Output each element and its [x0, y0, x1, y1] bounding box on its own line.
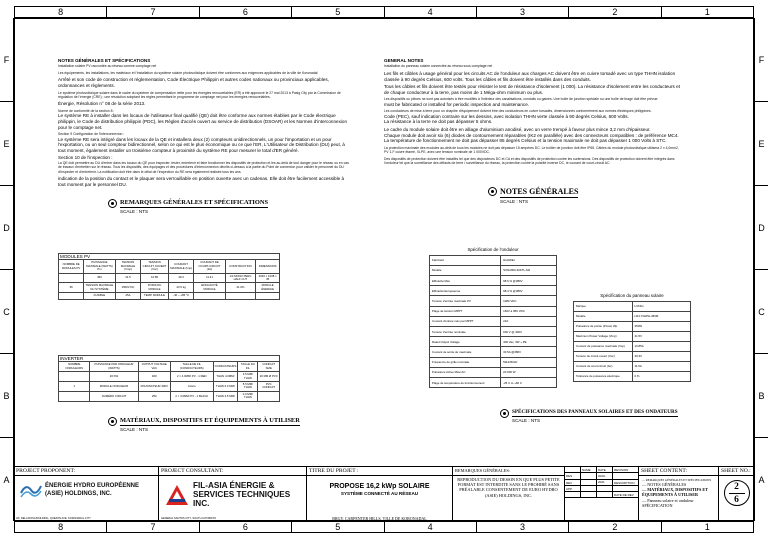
title-notes: [488, 187, 578, 204]
table-row: [59, 382, 280, 392]
pv-table-caption: MODULES PV: [59, 254, 280, 260]
spec-value: LR4-72HPH-450M: [632, 311, 691, 321]
table-header: TENSION CIRCUIT OUVERT (Voc): [142, 260, 167, 272]
project-title: PROPOSE 16,2 kWp SOLAIRE: [329, 483, 430, 490]
table-cell: 250: [138, 391, 170, 401]
project-title-cell: [307, 467, 453, 521]
notes-en-para: Les dispositifs ou pièces ne sont pas autorisés à être modifiés à l'intérieur des canalisations, conduits ou gaines. Une boîte de jonction spéciale ou une boîte de tirage doit être prévue.: [384, 97, 659, 102]
table-row: [574, 341, 691, 351]
proponent-label: PROJECT PROPONENT:: [14, 467, 158, 476]
rev-header: NAME: [581, 467, 597, 473]
sheet-content-cell: [639, 467, 719, 521]
spec-value: 600 V @ 400V: [501, 327, 557, 337]
zone-rows-left: [0, 18, 14, 521]
title-bullet-icon: [488, 187, 497, 196]
zone-row: E: [0, 102, 13, 186]
table-header: TAILLE DE FIL (CONDUCTEURS): [170, 362, 213, 372]
table-cell: 400: [138, 372, 170, 382]
zone-col: 7: [107, 7, 199, 17]
spec-key: Rated Output Voltage: [430, 337, 501, 347]
spec-key: Puissance Active Maxi AC: [430, 367, 501, 377]
notes-fr-para: Le système RE sera intégré dans les locaux de la QE et installera deux (2) compteurs unidirectionnels, un pour l'importation et un pour l'exportation, ou un seul compteur bidirectionnel, selon ce qui est le plus économique ou ce que l'ER, L'Utilisateur de Distribution (DU) peut, à tout moment, également installer un troisième compteur à proximité du système RE pour mesurer le total d'ER généré.: [58, 136, 345, 153]
table-row: [59, 391, 280, 401]
zone-row: F: [755, 18, 768, 102]
table-row: [574, 331, 691, 341]
spec-key: Efficacité Européenne: [430, 286, 501, 296]
content-line: — Panneau solaire et onduleur SPÉCIFICATION: [642, 497, 694, 508]
table-cell: 36: [59, 283, 84, 293]
table-row: [430, 327, 557, 337]
table-header: CONSTRUCTION: [225, 260, 256, 273]
fil-asia-logo-icon: [165, 484, 189, 506]
table-cell: 41.5: [115, 273, 141, 283]
spec-key: Courant de sortie de maximale: [430, 347, 501, 357]
remarks-label: REMARQUES GÉNÉRALES:: [453, 467, 564, 476]
table-cell: 21.0%: [225, 283, 256, 293]
spec-key: Modèle: [430, 265, 501, 275]
inv-table-caption: INVERTER: [59, 356, 280, 362]
consultant-label: PROJECT CONSULTANT:: [159, 467, 306, 476]
onduleur-spec-table: [429, 245, 557, 388]
zone-row: B: [0, 354, 13, 438]
notes-en-block: [384, 58, 684, 167]
table-cell: 1: [59, 382, 90, 392]
sheet-number-cell: [719, 467, 754, 521]
content-line: — NOTES GÉNÉRALES: [642, 482, 687, 487]
table-row: [59, 283, 280, 293]
spec-key: Courant de court-circuit (Isc): [574, 361, 633, 371]
zone-col: 8: [15, 522, 107, 532]
title-text: REMARQUES GÉNÉRALES ET SPÉCIFICATIONS: [120, 199, 269, 206]
table-header: TAILLE DU FIL: [238, 362, 258, 372]
table-row: [430, 265, 557, 275]
table-cell: TENSION MAXIMALE DU SYSTÈME: [85, 283, 114, 291]
zone-col: 6: [200, 522, 292, 532]
table-cell: 3.5 MM² THHN: [238, 372, 258, 382]
sheet-total: 6: [734, 494, 739, 505]
table-cell: 1500V DC: [115, 283, 141, 293]
table-cell: 20 KW: [90, 372, 138, 382]
zone-col: 7: [107, 522, 199, 532]
notes-fr-para: La QE doit permettre au DU d'entrer dans les locaux du QE pour inspecter, tester, entretenir et faire fonctionner les dispositifs de protection et les au-delà de tout danger pour le réseau ou en cas de travaux d'entretien sur le réseau. Tous les dispositifs, des équipages et des procédures d'interconnexion décrits ci-dessus à la partie du Point de connexion pour valider le personnel du DU d'inspecter et d'entretenir. La notification doit être dans le délai de l'inspection du RE sera également réalisée tous les ans.: [58, 160, 349, 174]
notes-fr-block: [58, 58, 350, 189]
remarks-text: REPRODUCTION DU DESSIN EN QUE PLUS PETITE FORMAT EST INTERDITE SANS LE PROHIBÉ SANS PRÉALABLE CONSENTEMENT DE EURO HYDRO (ASIE) HOLDINGS, INC.: [457, 477, 560, 498]
table-cell: DISJONCTEUR 400V: [138, 382, 170, 392]
rev-desc-label: DESCRIPTION: [613, 480, 639, 486]
spec-value: 20 000 W: [501, 367, 557, 377]
table-cell: FUSIBLE: [84, 293, 115, 299]
panneau-spec-table: [573, 291, 691, 382]
table-row: [574, 351, 691, 361]
zone-row: B: [755, 354, 768, 438]
consultant-name: FIL-ASIA ÉNERGIE & SERVICES TECHNIQUES INC.: [193, 481, 291, 508]
spec-key: Efficacité Max: [430, 276, 501, 286]
title-bullet-icon: [108, 199, 117, 208]
rev-date: 2020-2021: [597, 473, 613, 479]
spec-key: Plage de tension MPPT: [430, 306, 501, 316]
notes-en-heading: GENERAL NOTES: [384, 58, 424, 63]
zone-col: 4: [385, 522, 477, 532]
sheet-number: 2: [734, 481, 739, 492]
spec-key: Tension d'entrée nominale: [430, 327, 501, 337]
spec-value: 98.4 % @380V: [501, 286, 557, 296]
table-row: [430, 347, 557, 357]
table-row: [59, 293, 280, 299]
zone-col: 8: [15, 7, 107, 17]
spec-value: 98.6 % @380V: [501, 276, 557, 286]
notes-en-para: Le cadre du module solaire doit être en alliage d'aluminium anodisé, avec un verre trempé à faveur plus mince 3,2 mm d'épaisseur.: [384, 126, 651, 132]
notes-en-para: Les fils et câbles à usage général pour les circuits AC de l'onduleur aux charges AC doivent être en cuivre torsadé avec un type THHN isolation classée à 90 degrés Celsius, 600 volts. Tous les câbles et fils doivent être installés dans des conduits.: [384, 71, 676, 82]
panneau-caption: Spécification du panneau solaire: [600, 292, 664, 298]
spec-value: 49.3V: [632, 351, 691, 361]
zone-columns-top: [14, 6, 754, 18]
zone-row: C: [0, 270, 13, 354]
table-cell: 10.85: [141, 273, 168, 283]
rev-header: REVISION: [613, 467, 639, 473]
remarks-cell: [453, 467, 565, 521]
notes-fr-para: Le système photovoltaïque solaire dans le cadre du système de compensation nette pour les énergies renouvelables (ER) a été approuvé le 27 mai 2013 à Pasig City par la Commission de régulation de l'énergie (CRE) ; une résolution adoptant les règles permettant le programme de comptage net pour les énergies renouvelables.: [58, 90, 341, 99]
notes-en-para: La température de fonctionnement ne doit pas dépasser 85 degrés Celsius et la tension maximale ne doit pas dépasser 1 000 Volts à STC.: [384, 138, 667, 144]
notes-fr-para: indication de la position du contact et le plaquer sera verrouillable en position ouverte avec un cadenas. Elle doit être facilement accessible à tout moment par le personnel DU.: [58, 176, 345, 187]
table-row: [430, 377, 557, 387]
spec-value: LONGi: [632, 301, 691, 311]
zone-row: A: [3, 474, 10, 485]
title-text: SPÉCIFICATIONS DES PANNEAUX SOLAIRES ET DES ONDATEURS: [512, 409, 678, 415]
notes-fr-para: Norme de conformité de la section 8 :: [58, 109, 115, 113]
project-subtitle: SYSTÈME CONNECTÉ AU RÉSEAU: [340, 491, 419, 496]
table-cell: 2.0 MM² THHN: [238, 391, 258, 401]
spec-key: Marque: [574, 301, 633, 311]
title-bullet-icon: [500, 409, 509, 418]
notes-fr-para: Le système RE à installer dans les locaux de l'utilisateur final qualifié (QE) doit être conforme aux normes établies par le Code électrique philippin, le Code de distribution philippin (PDC), les Règles d'accès ouvert au service de distribution (DSOAR) et les Normes d'interconnexion pour le comptage net.: [58, 113, 348, 130]
title-remarques: [108, 199, 268, 214]
spec-value: 1080 VDC: [501, 296, 557, 306]
spec-value: 10.85A: [632, 341, 691, 351]
table-cell: 49.3: [168, 273, 194, 283]
notes-fr-para: Énergie, Résolution n° 08 de la série 2013.: [58, 101, 146, 107]
table-header: CONDUCTEURS: [213, 362, 238, 372]
title-scale: SCALE : NTS: [500, 199, 529, 204]
notes-en-para: Code (PEC), sauf indication contraire sur les dessins, avec isolation THHN verte classée à 90 degrés Celsius, 600 Volts.: [384, 113, 629, 119]
table-header: PUISSANCE PAR ONDULEUR (WATTS): [90, 362, 138, 372]
zone-rows-right: [754, 18, 768, 521]
title-specs: [500, 409, 678, 423]
table-row: [574, 301, 691, 311]
spec-value: 41.5V: [632, 331, 691, 341]
table-row: [574, 361, 691, 371]
zone-col: 6: [200, 7, 292, 17]
table-cell: 11.41: [194, 273, 225, 283]
notes-fr-para: Les équipements, les installations, les matériaux et l'installation du système solaire photovoltaïque doivent être conformes aux exigences applicables de la ville de Koronadal.: [58, 71, 319, 75]
notes-en-para: Des dispositifs de protection doivent être installés tel que des disjoncteurs DC et CA et des dispositifs de protection contre les surtensions. Des dispositifs de protection doivent être intégrés dans l'onduleur tel que la surveillance des défauts de terre / surveillance du réseau, la protection contre la polarité inverse DC, le courant de court-circuit AC.: [384, 156, 675, 165]
table-header: DIMENSIONS: [256, 260, 280, 273]
notes-en-para: La résistance à la terre ne doit pas dépasser 5 ohms.: [384, 119, 493, 125]
table-row: [430, 276, 557, 286]
spec-value: 0 %: [632, 371, 691, 381]
table-cell: [59, 391, 90, 401]
spec-key: Maximum Power Voltage (Vmp): [574, 331, 633, 341]
table-cell: 5.5 MM² THHN: [238, 382, 258, 392]
zone-col: 5: [292, 7, 384, 17]
pv-modules-table: [58, 253, 280, 300]
spec-key: Tension de circuit ouvert (Voc): [574, 351, 633, 361]
zone-row: A: [758, 474, 765, 485]
zone-col: 3: [477, 522, 569, 532]
zone-col: 5: [292, 522, 384, 532]
table-row: [430, 306, 557, 316]
table-cell: 450: [84, 273, 115, 283]
hydro-logo-icon: [20, 481, 42, 499]
spec-key: Plage de température de fonctionnement: [430, 377, 501, 387]
table-row: [430, 367, 557, 377]
spec-value: 450W: [632, 321, 691, 331]
zone-row: F: [0, 18, 13, 102]
table-row: [574, 321, 691, 331]
consultant-address: GENERAL SANTOS CITY, SOUTH COTABATO: [161, 517, 217, 520]
zone-col: 2: [569, 7, 661, 17]
spec-value: 400 Vac, 3W + PE: [501, 337, 557, 347]
notes-fr-para: Arrêté et son code de construction et réglementation, Code Électrique Philippin et autres codes nationaux ou provinciaux applicables, ordonnances et règlements.: [58, 77, 329, 88]
table-cell: 1/4 MONO PERC HALF CUT: [225, 273, 256, 283]
notes-fr-heading: NOTES GÉNÉRALES ET SPÉCIFICATIONS: [58, 58, 151, 63]
table-header: PUISSANCE MAXIMALE (WATTS) Pm: [84, 260, 115, 273]
table-cell: [258, 391, 280, 401]
table-cell: [59, 293, 84, 299]
title-text: NOTES GÉNÉRALES: [500, 187, 579, 196]
table-cell: [59, 372, 90, 382]
content-line: — MATÉRIAUX, DISPOSITIFS ET ÉQUIPEMENTS À UTILISER: [642, 487, 708, 498]
table-row: [430, 255, 557, 265]
table-cell: -40 ~ +85 °C: [168, 293, 194, 299]
title-scale: SCALE : NTS: [120, 209, 149, 214]
table-row: [574, 371, 691, 381]
table-row: [430, 296, 557, 306]
title-scale: SCALE : NTS: [512, 418, 541, 423]
notes-fr-para: Section 9 Configuration de l'interconnexion :: [58, 132, 125, 137]
table-cell: MODULE ÉNERGIE: [256, 283, 280, 293]
table-cell: [59, 273, 84, 283]
notes-en-subheading: Installation du panneau solaire connectée au réseau sous comptage net: [384, 63, 493, 68]
spec-value: -25 C to +60 C: [501, 377, 557, 387]
notes-en-para: must be fabricated or installed for periodic inspection and maintenance.: [384, 101, 530, 107]
table-cell: 2 × 4.0MM² PV - 1 BLACK: [170, 391, 213, 401]
zone-row: E: [755, 102, 768, 186]
spec-value: 22A: [501, 316, 557, 326]
rev-row-label: DES: [565, 473, 581, 479]
table-cell: PVC CONDUIT: [258, 382, 280, 392]
table-header: COURANT MAXIMALE (Imp): [168, 260, 194, 273]
sheet-number-label: SHEET NO.:: [719, 467, 754, 476]
spec-value: 11.6A: [632, 361, 691, 371]
notes-en-para: Chaque module doit avoir six (6) diodes de contournement réparables (IK2 en parallèle) avec des connecteurs compatibles : de préférence MC4.: [384, 132, 679, 138]
table-cell: MODULE ONDULEUR: [90, 382, 138, 392]
table-cell: NUMÉRO CIRCUIT: [90, 391, 138, 401]
table-cell: TEMP. MODULE: [141, 293, 168, 299]
table-row: [430, 286, 557, 296]
proponent-address: 3/F, DELA ROSA BUILDING, QUEZON AVE. KORONADAL CITY: [16, 517, 91, 520]
rev-row-label: APP: [565, 486, 581, 492]
table-header: NOMBRE DE MODULES PV: [59, 260, 84, 273]
rev-row-label: REV: [565, 480, 581, 486]
notes-fr-subheading: Installation solaire PV raccordée au réseau comme comptage net: [58, 63, 157, 68]
table-cell: POIDS DU MODULE: [141, 283, 168, 293]
proponent-name: ÉNERGIE HYDRO EUROPÉENNE (ASIE) HOLDINGS, INC.: [45, 483, 140, 497]
table-row: [430, 357, 557, 367]
content-line: — REMARQUES GÉNÉRALES ET SPÉCIFICATIONS: [642, 478, 712, 482]
spec-key: Tension d'entrée maximale PV: [430, 296, 501, 306]
table-cell: 2 × 4.0MM² PV - 1 RED: [170, 372, 213, 382]
title-text: MATÉRIAUX, DISPOSITIFS ET ÉQUIPEMENTS À UTILISER: [120, 417, 300, 424]
table-header: NOMBRE ONDULEURS: [59, 362, 90, 372]
notes-en-para: La protection maximale des modules au-delà de tous les modules ne doit pas dépasser 15 ampères DC. Le boîtier de jonction doit être IP65. Câbles du module photovoltaïque utilisera 2 x 4,0mm2, PV 1-F cuivre étamé, XLPE, avec une tension nominale de 1 000VDC.: [384, 145, 679, 155]
notes-en-para: Les conducteurs de mise à terre pour un chapitre d'équipement doivent être des conducteurs en cuivre torsadés, dimensionnés conformément aux normes électriques philippines.: [384, 109, 652, 114]
zone-row: D: [755, 186, 768, 270]
zone-columns-bottom: [14, 521, 754, 533]
project-title-label: TITRE DU PROJET :: [307, 467, 452, 476]
table-cell: 2094 × 1038 × 35: [256, 273, 280, 283]
title-scale: SCALE : NTS: [120, 427, 149, 432]
spec-key: Courant de puissance maximale (Imp): [574, 341, 633, 351]
notes-fr-para: Section 10 de l'inspection :: [58, 155, 113, 161]
rev-header: DATE: [597, 467, 613, 473]
table-cell: THHN 3.5 MM²: [213, 391, 238, 401]
spec-key: Courant d'entrée max par MPPT: [430, 316, 501, 326]
spec-value: 160V à 950 VDC: [501, 306, 557, 316]
zone-row: C: [755, 270, 768, 354]
notes-en-para: Tous les câbles et fils doivent être testés pour résister le test de résistance d'isolement (1 000). La résistance d'isolement entre les conducteurs et de chaque conducteur à la terre, pas moins de 1 Méga-ohm minimum ou plus.: [384, 84, 680, 95]
proponent-cell: [14, 467, 159, 521]
table-cell: 25A: [115, 293, 141, 299]
spec-value: SUN2000-20KTL-M2: [501, 265, 557, 275]
zone-row: D: [0, 186, 13, 270]
table-header: COURANT DE COURT-CIRCUIT (Isc): [194, 260, 225, 273]
table-cell: EFFICACITÉ MODULE: [194, 283, 225, 293]
zone-col: 4: [385, 7, 477, 17]
onduleur-caption: Spécification de l'onduleur: [467, 246, 519, 252]
consultant-cell: [159, 467, 307, 521]
table-cell: 20 MM Ø PVC: [258, 372, 280, 382]
project-location: BRGY. CARPENTER HILLS, VILLE DE KORONADAL: [332, 516, 427, 521]
zone-col: 3: [477, 7, 569, 17]
spec-key: Fréquence de grille nominale: [430, 357, 501, 367]
spec-value: 33.5A @380V: [501, 347, 557, 357]
sheet-number-badge: [724, 480, 750, 506]
zone-col: 1: [704, 7, 710, 17]
sheet-content-label: SHEET CONTENT:: [639, 467, 718, 476]
revision-cell: [565, 467, 639, 521]
spec-key: Modèle: [574, 311, 633, 321]
table-cell: [256, 293, 280, 299]
table-row: [574, 311, 691, 321]
table-header: CONDUIT SIZE: [258, 362, 280, 372]
title-materiaux: [108, 417, 300, 432]
table-cell: Cuivre: [170, 382, 213, 392]
table-row: [59, 372, 280, 382]
table-row: [430, 337, 557, 347]
spec-value: 50Hz/60Hz: [501, 357, 557, 367]
title-bullet-icon: [108, 417, 117, 426]
zone-col: 2: [569, 522, 661, 532]
table-cell: [225, 293, 256, 299]
table-cell: THHN 6.0 MM²: [213, 382, 238, 392]
table-row: [59, 273, 280, 283]
inverter-table: [58, 355, 280, 402]
table-header: TENSION MAXIMALE (Vmp): [115, 260, 141, 273]
table-cell: 23.5 kg: [168, 283, 194, 293]
table-header: OUTPUT VOLTAGE VAC: [138, 362, 170, 372]
table-cell: [194, 293, 225, 299]
spec-key: Fabricant: [430, 255, 501, 265]
table-cell: THHN 4.0MM²: [213, 372, 238, 382]
zone-col: 1: [704, 522, 710, 532]
table-row: [430, 316, 557, 326]
title-block: [14, 466, 754, 521]
spec-value: HUAWEI: [501, 255, 557, 265]
spec-key: Puissance de pointe (Pmax) Wp: [574, 321, 633, 331]
spec-key: Tolérance de puissance électrique: [574, 371, 633, 381]
rev-date-label: DATE DE REV: [613, 492, 639, 498]
